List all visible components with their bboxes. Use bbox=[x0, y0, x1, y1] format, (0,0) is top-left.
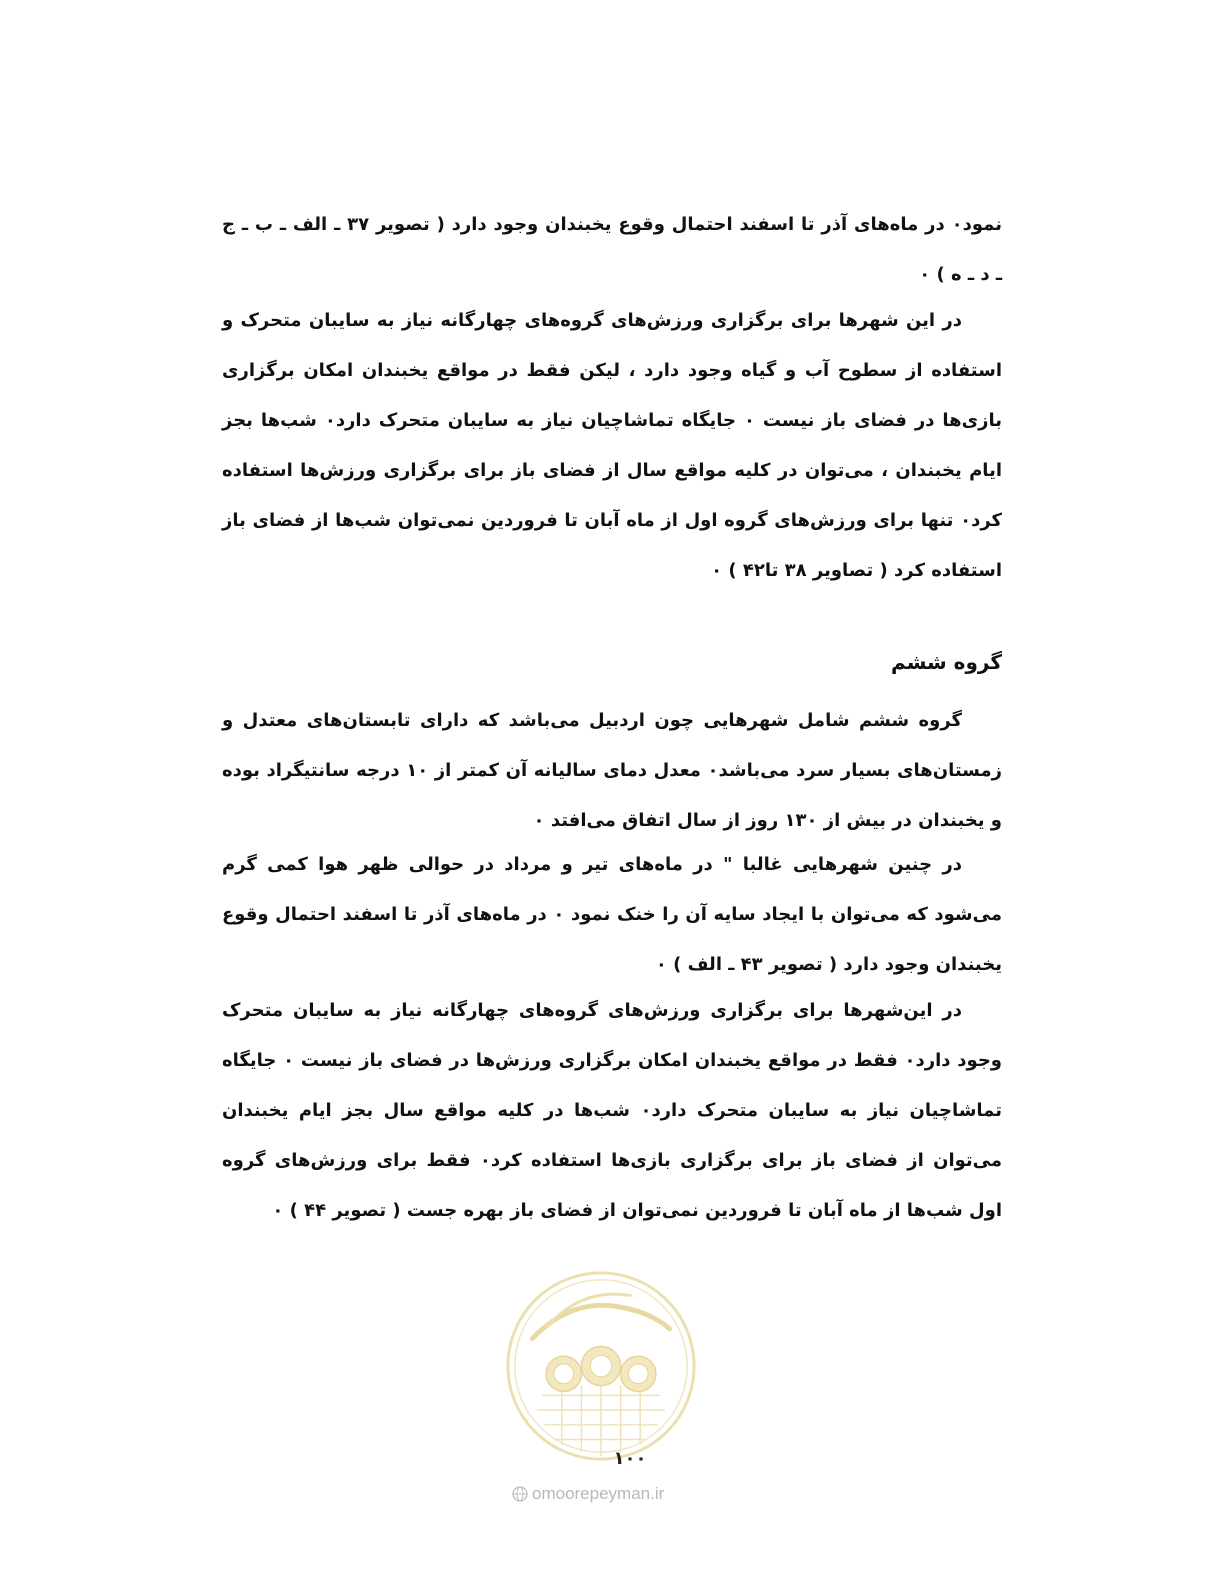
paragraph-continuation: نمود٠ در ماه‌های آذر تا اسفند احتمال وقوع یخبندان وجود دارد ( تصویر ۳۷ ـ الف ـ ب ـ ج ـ د ـ ه ) ٠ bbox=[222, 214, 1002, 285]
watermark-logo bbox=[503, 1268, 699, 1464]
paragraph-group6-sports: در این‌شهرها برای برگزاری ورزش‌های گروه‌های چهارگانه نیاز به سایبان متحرک وجود دارد٠ فقط در مواقع یخبندان امکان برگزاری ورزش‌ها در فضای باز نیست ٠ جایگاه تماشاچیان نیاز به سایبان متحرک دارد٠ شب‌ها در کلیه مواقع سال بجز ایام یخبندان می‌توان از فضای باز برای برگزاری بازی‌ها استفاده کرد٠ فقط برای ورزش‌های گروه اول شب‌ها از ماه آبان تا فروردین نمی‌توان از فضای باز بهره جست ( تصویر ۴۴ ) ٠ bbox=[222, 1000, 1003, 1221]
globe-icon bbox=[512, 1486, 528, 1502]
page-number: ۱۰۰ bbox=[613, 1448, 647, 1469]
paragraph-group6-climate: در چنین شهرهایی غالبا " در ماه‌های تیر و مرداد در حوالی ظهر هوا کمی گرم می‌شود که می‌توان با ایجاد سایه آن را خنک نمود ٠ در ماه‌های آذر تا اسفند احتمال وقوع یخبندان وجود دارد ( تصویر ۴۳ ـ الف ) ٠ bbox=[222, 854, 1002, 975]
paragraph-group6-intro: گروه ششم شامل شهرهایی چون اردبیل می‌باشد که دارای تابستان‌های معتدل و زمستان‌های بسیار سرد می‌باشد٠ معدل دمای سالیانه آن کمتر از ۱۰ درجه سانتیگراد بوده و یخبندان در بیش از ۱۳۰ روز از سال اتفاق می‌افتد ٠ bbox=[222, 710, 1003, 831]
site-watermark bbox=[512, 1482, 712, 1506]
paragraph-group5-sports: در این شهرها برای برگزاری ورزش‌های گروه‌های چهارگانه نیاز به سایبان متحرک و استفاده از سطوح آب و گیاه وجود دارد ، لیکن فقط در مواقع یخبندان امکان برگزاری بازی‌ها در فضای باز نیست ٠ جایگاه تماشاچیان نیاز به سایبان متحرک دارد٠ شب‌ها بجز ایام یخبندان ، می‌توان در کلیه مواقع سال از فضای باز برای برگزاری ورزش‌ها استفاده کرد٠ تنها برای ورزش‌های گروه اول از ماه آبان تا فروردین نمی‌توان شب‌ها از فضای باز استفاده کرد ( تصاویر ۳۸ تا۴۲ ) ٠ bbox=[222, 310, 1002, 581]
site-url: omoorepeyman.ir bbox=[532, 1484, 665, 1503]
section-heading: گروه ششم bbox=[891, 650, 1002, 674]
